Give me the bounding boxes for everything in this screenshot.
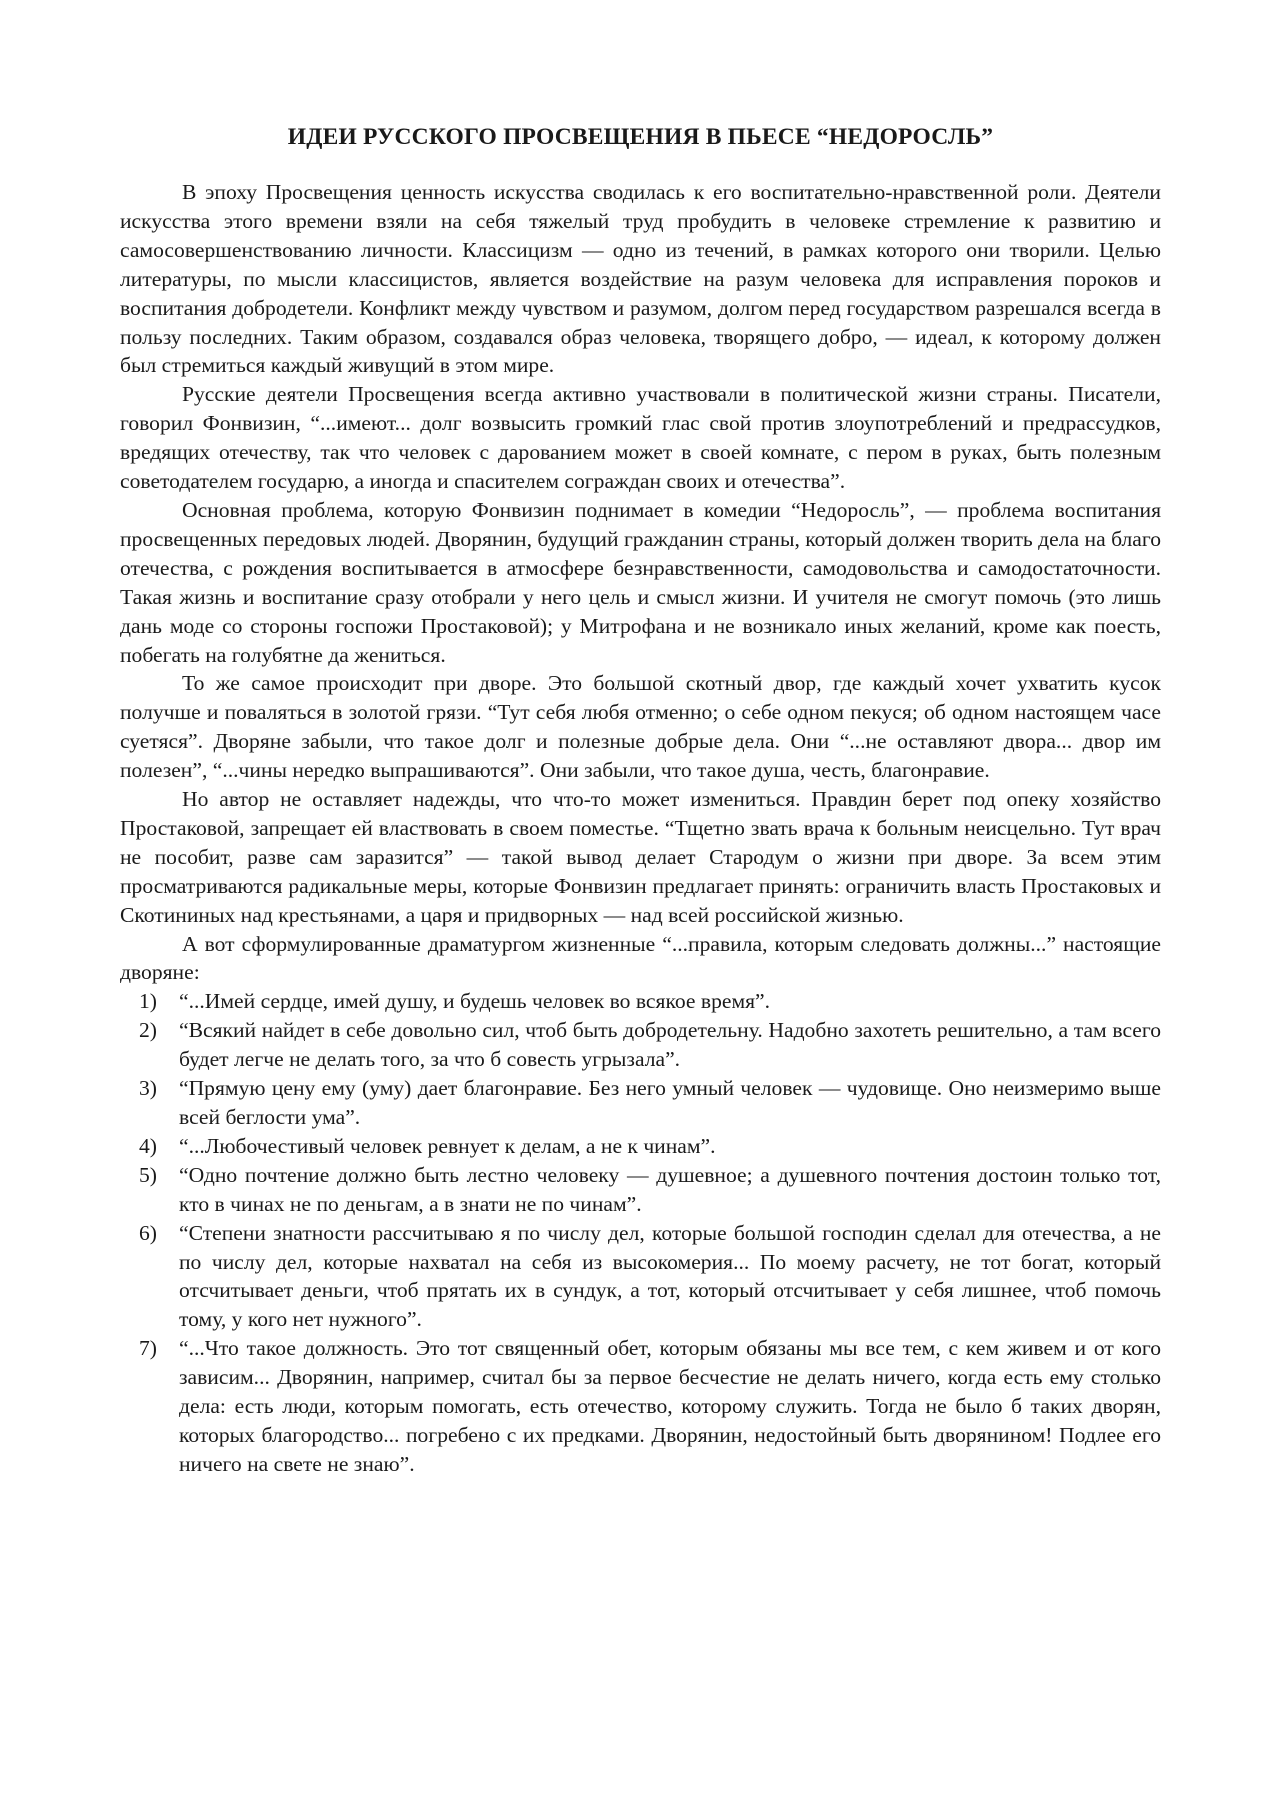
document-title: ИДЕИ РУССКОГО ПРОСВЕЩЕНИЯ В ПЬЕСЕ “НЕДОРОСЛЬ” <box>287 124 994 150</box>
paragraph-enlightenment: В эпоху Просвещения ценность искусства сводилась к его воспитательно-нравственной роли. Деятели искусства этого времени взяли на себя тяжелый труд пробудить в человеке стремление к развитию и самосовершенствованию личности. Классицизм — одно из течений, в рамках которого они творили. Целью литературы, по мысли классицистов, является воздействие на разум человека для исправления пороков и воспитания добродетели. Конфликт между чувством и разумом, долгом перед государством разрешался всегда в пользу последних. Таким образом, создавался образ человека, творящего добро, — идеал, к которому должен был стремиться каждый живущий в этом мире. <box>120 180 1161 378</box>
list-item <box>120 1219 1161 1335</box>
list-item-text: “...Любочестивый человек ревнует к делам, а не к чинам”. <box>179 1133 716 1158</box>
list-item-number: 4) <box>139 1133 157 1158</box>
list-item-text: “Одно почтение должно быть лестно человеку — душевное; а душевного почтения достоин только тот, кто в чинах не по деньгам, а в знати не по чинам”. <box>179 1162 1161 1216</box>
list-item-number: 6) <box>139 1220 157 1245</box>
list-item <box>120 1334 1161 1479</box>
list-item <box>120 1132 1161 1161</box>
rules-list <box>120 987 1161 1478</box>
list-item-number: 3) <box>139 1076 157 1101</box>
paragraph-court: То же самое происходит при дворе. Это большой скотный двор, где каждый хочет ухватить кусок получше и поваляться в золотой грязи. “Тут себя любя отменно; о себе одном пекуся; об одном настоящем часе суетяся”. Дворяне забыли, что такое долг и полезные добрые дела. Они “...не оставляют двора... двор им полезен”, “...чины нередко выпрашиваются”. Они забыли, что такое душа, честь, благонравие. <box>120 671 1161 783</box>
list-item-number: 7) <box>139 1336 157 1361</box>
list-item <box>120 1161 1161 1219</box>
paragraph-hope: Но автор не оставляет надежды, что что-то может измениться. Правдин берет под опеку хозяйство Простаковой, запрещает ей властвовать в своем поместье. “Тщетно звать врача к больным неисцельно. Тут врач не пособит, разве сам заразится” — такой вывод делает Стародум о жизни при дворе. За всем этим просматриваются радикальные меры, которые Фонвизин предлагает принять: ограничить власть Простаковых и Скотининых над крестьянами, а царя и придворных — над всей российской жизнью. <box>120 787 1161 927</box>
list-item-number: 1) <box>139 989 157 1014</box>
paragraph-main-problem: Основная проблема, которую Фонвизин поднимает в комедии “Недоросль”, — проблема воспитания просвещенных передовых людей. Дворянин, будущий гражданин страны, который должен творить дела на благо отечества, с рождения воспитывается в атмосфере безнравственности, самодовольства и самодостаточности. Такая жизнь и воспитание сразу отобрали у него цель и смысл жизни. И учителя не смогут помочь (это лишь дань моде со стороны госпожи Простаковой); у Митрофана и не возникало иных желаний, кроме как поесть, побегать на голубятне да жениться. <box>120 497 1161 667</box>
document-page <box>120 122 1161 1479</box>
list-item-number: 2) <box>139 1018 157 1043</box>
list-item-text: “Прямую цену ему (уму) дает благонравие. Без него умный человек — чудовище. Оно неизмеримо выше всей беглости ума”. <box>179 1076 1161 1129</box>
paragraph-russian-enlighteners: Русские деятели Просвещения всегда активно участвовали в политической жизни страны. Писатели, говорил Фонвизин, “...имеют... долг возвысить громкий глас свой против злоупотреблений и предрассудков, вредящих отечеству, так что человек с дарованием может в своей комнате, с пером в руках, быть полезным советодателем государю, а иногда и спасителем сограждан своих и отечества”. <box>120 382 1161 494</box>
list-item-text: “...Имей сердце, имей душу, и будешь человек во всякое время”. <box>179 989 771 1014</box>
list-item <box>120 987 1161 1016</box>
list-item-text: “...Что такое должность. Это тот священный обет, которым обязаны мы все тем, с кем живем и от кого зависим... Дворянин, например, считал бы за первое бесчестие не делать ничего, когда есть ему столько дела: есть люди, которым помогать, есть отечество, которому служить. Тогда не было б таких дворян, которых благородство... погребено с их предками. Дворянин, недостойный быть дворянином! Подлее его ничего на свете не знаю”. <box>179 1336 1161 1476</box>
list-item <box>120 1016 1161 1074</box>
list-item <box>120 1074 1161 1132</box>
paragraph-rules-intro: А вот сформулированные драматургом жизненные “...правила, которым следовать должны...” настоящие дворяне: <box>120 931 1161 985</box>
list-item-number: 5) <box>139 1162 157 1187</box>
list-item-text: “Степени знатности рассчитываю я по числу дел, которые большой господин сделал для отечества, а не по числу дел, которые нахватал на себя из высокомерия... По моему расчету, не тот богат, который отсчитывает деньги, чтоб прятать их в сундук, а тот, который отсчитывает у себя лишнее, чтоб помочь тому, у кого нет нужного”. <box>179 1220 1161 1332</box>
list-item-text: “Всякий найдет в себе довольно сил, чтоб быть добродетельну. Надобно захотеть решительно, а там всего будет легче не делать того, за что б совесть угрызала”. <box>179 1018 1161 1072</box>
